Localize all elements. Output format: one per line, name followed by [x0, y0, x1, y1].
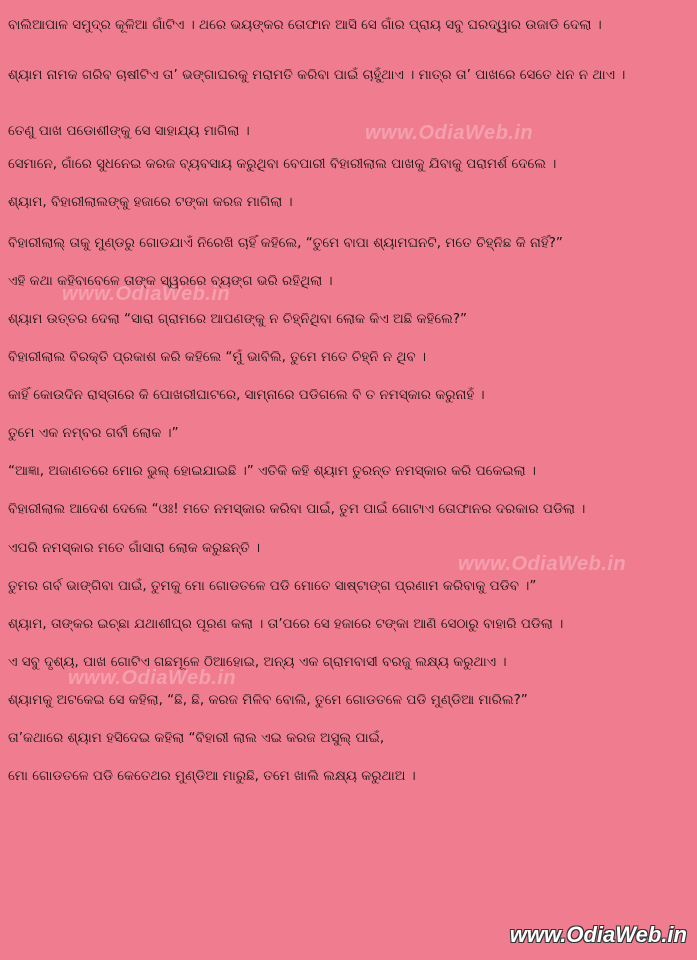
story-line: ଶ୍ୟାମ, ତାଙ୍କର ଇଚ୍ଛା ଯଥାଶୀଘ୍ର ପୂରଣ କଲା । ତା’ପରେ ସେ ହଜାରେ ଟଙ୍କା ଆଣି ସେଠାରୁ ବାହାରି ପଡିଲା । — [8, 616, 564, 632]
story-line: ଶ୍ୟାମ, ବିହାରୀଲାଲଙ୍କୁ ହଜାରେ ଟଙ୍କା କରଜ ମାଗିଲା । — [8, 194, 293, 210]
story-line: ବିହାରୀଲାଲ ବିରକ୍ତି ପ୍ରକାଶ କରି କହିଲେ “ମୁଁ ଭାବିଲି, ତୁମେ ମତେ ଚିହ୍ନି ନ ଥିବ । — [8, 349, 427, 365]
story-line: ଏପରି ନମସ୍କାର ମତେ ଗାଁସାରା ଲୋକ କରୁଛନ୍ତି । — [8, 540, 261, 556]
story-line: ସେମାନେ, ଗାଁରେ ସୁଧନେଇ କରଜ ବ୍ୟବସାୟ କରୁଥିବା ବେପାରୀ ବିହାରୀଲାଲ ପାଖକୁ ଯିବାକୁ ପରାମର୍ଶ ଦେଲେ । — [8, 156, 557, 172]
story-line: ଏହି କଥା କହିବାବେଳେ ତାଙ୍କ ସ୍ୱରରେ ବ୍ୟଙ୍ଗ ଭରି ରହିଥିଲା । — [8, 273, 333, 289]
story-line: ଶ୍ୟାମକୁ ଅଟକେଇ ସେ କହିଲା, “ଛି, ଛି, କରଜ ମିଳିବ ବୋଲି, ତୁମେ ଗୋଡତଳେ ପଡି ମୁଣ୍ଡିଆ ମାରିଲ?” — [8, 692, 528, 708]
watermark: www.OdiaWeb.in — [365, 122, 534, 144]
watermark: www.OdiaWeb.in — [68, 667, 237, 689]
story-line: ମୋ ଗୋଡତଳେ ପଡି କେତେଥର ମୁଣ୍ଡିଆ ମାରୁଛି, ତମେ ଖାଲି ଲକ୍ଷ୍ୟ କରୁଥାଅ । — [8, 768, 416, 784]
story-line: ତା’କଥାରେ ଶ୍ୟାମ ହସିଦେଇ କହିଲା “ବିହାରୀ ଲାଲ ଏଇ କରଜ ଅସୁଲ୍ ପାଇଁ, — [8, 730, 385, 746]
watermark: www.OdiaWeb.in — [458, 553, 627, 575]
story-line: ତେଣୁ ପାଖ ପଡୋଶୀଙ୍କୁ ସେ ସାହାଯ୍ୟ ମାଗିଲା । — [8, 123, 250, 139]
site-brand-logo: www.OdiaWeb.in — [509, 922, 687, 947]
story-line: ଶ୍ୟାମ ଉତ୍ତର ଦେଲା “ସାରା ଗ୍ରାମରେ ଆପଣଙ୍କୁ ନ ଚିହ୍ନିଥିବା ଲୋକ କିଏ ଅଛି କହିଲେ?” — [8, 311, 468, 327]
story-line: କାହିଁ କୋଉଦିନ ରାସ୍ତାରେ କି ପୋଖରୀଘାଟରେ, ସାମ୍ନାରେ ପଡିଗଲେ ବି ତ ନମସ୍କାର କରୁନାହଁ । — [8, 387, 485, 403]
story-line: ବିହାରୀଲାଲ ଆଦେଶ ଦେଲେ “ଓଃ! ମତେ ନମସ୍କାର କରିବା ପାଇଁ, ତୁମ ପାଇଁ ଗୋଟାଏ ତୋଫାନର ଦରକାର ପଡିଲା । — [8, 501, 586, 517]
story-line: ବାଲିଆପାଳ ସମୁଦ୍ର କୂଳିଆ ଗାଁଟିଏ । ଥରେ ଭୟଙ୍କର ତୋଫାନ ଆସି ସେ ଗାଁର ପ୍ରାୟ ସବୁ ଘରଦ୍ୱାର ଉଜାଡି ଦେଲା । — [8, 17, 602, 33]
watermark: www.OdiaWeb.in — [62, 283, 231, 305]
story-line: ତୁମେ ଏକ ନମ୍ବର ଗର୍ବୀ ଲୋକ ।” — [8, 425, 179, 441]
story-line: ବିହାରୀଲାଲ୍ ତାକୁ ମୁଣ୍ଡରୁ ଗୋଡଯାଏଁ ନିରେଖି ଚାହିଁ କହିଲେ, “ତୁମେ ବାପା ଶ୍ୟାମଘନଟି, ମତେ ଚିହ୍ନିଛ କି ନାହିଁ?” — [8, 235, 563, 251]
story-line: ତୁମର ଗର୍ବ ଭାଙ୍ଗିବା ପାଇଁ, ତୁମକୁ ମୋ ଗୋଡତଳେ ପଡି ମୋତେ ସାଷ୍ଟାଙ୍ଗ ପ୍ରଣାମ କରିବାକୁ ପଡିବ ।” — [8, 578, 537, 594]
story-line: “ଆଜ୍ଞା, ଅଜାଣତରେ ମୋର ଭୁଲ୍ ହୋଇଯାଇଛି ।” ଏତିକି କହି ଶ୍ୟାମ ତୁରନ୍ତ ନମସ୍କାର କରି ପକେଇଲା । — [8, 463, 537, 479]
story-line: ଏ ସବୁ ଦୃଶ୍ୟ, ପାଖ ଗୋଟିଏ ଗଛମୂଳେ ଠିଆହୋଇ, ଅନ୍ୟ ଏକ ଗ୍ରାମବାସୀ ବରଜୁ ଲକ୍ଷ୍ୟ କରୁଥାଏ । — [8, 654, 507, 670]
story-line: ଶ୍ୟାମ ନାମକ ଗରିବ ଚାଷୀଟିଏ ତା’ ଭଙ୍ଗାଘରକୁ ମରାମତି କରିବା ପାଇଁ ଚାହୁଁଥାଏ । ମାତ୍ର ତା’ ପାଖରେ ସେତେ ଧନ ନ ଥାଏ । — [8, 67, 626, 83]
